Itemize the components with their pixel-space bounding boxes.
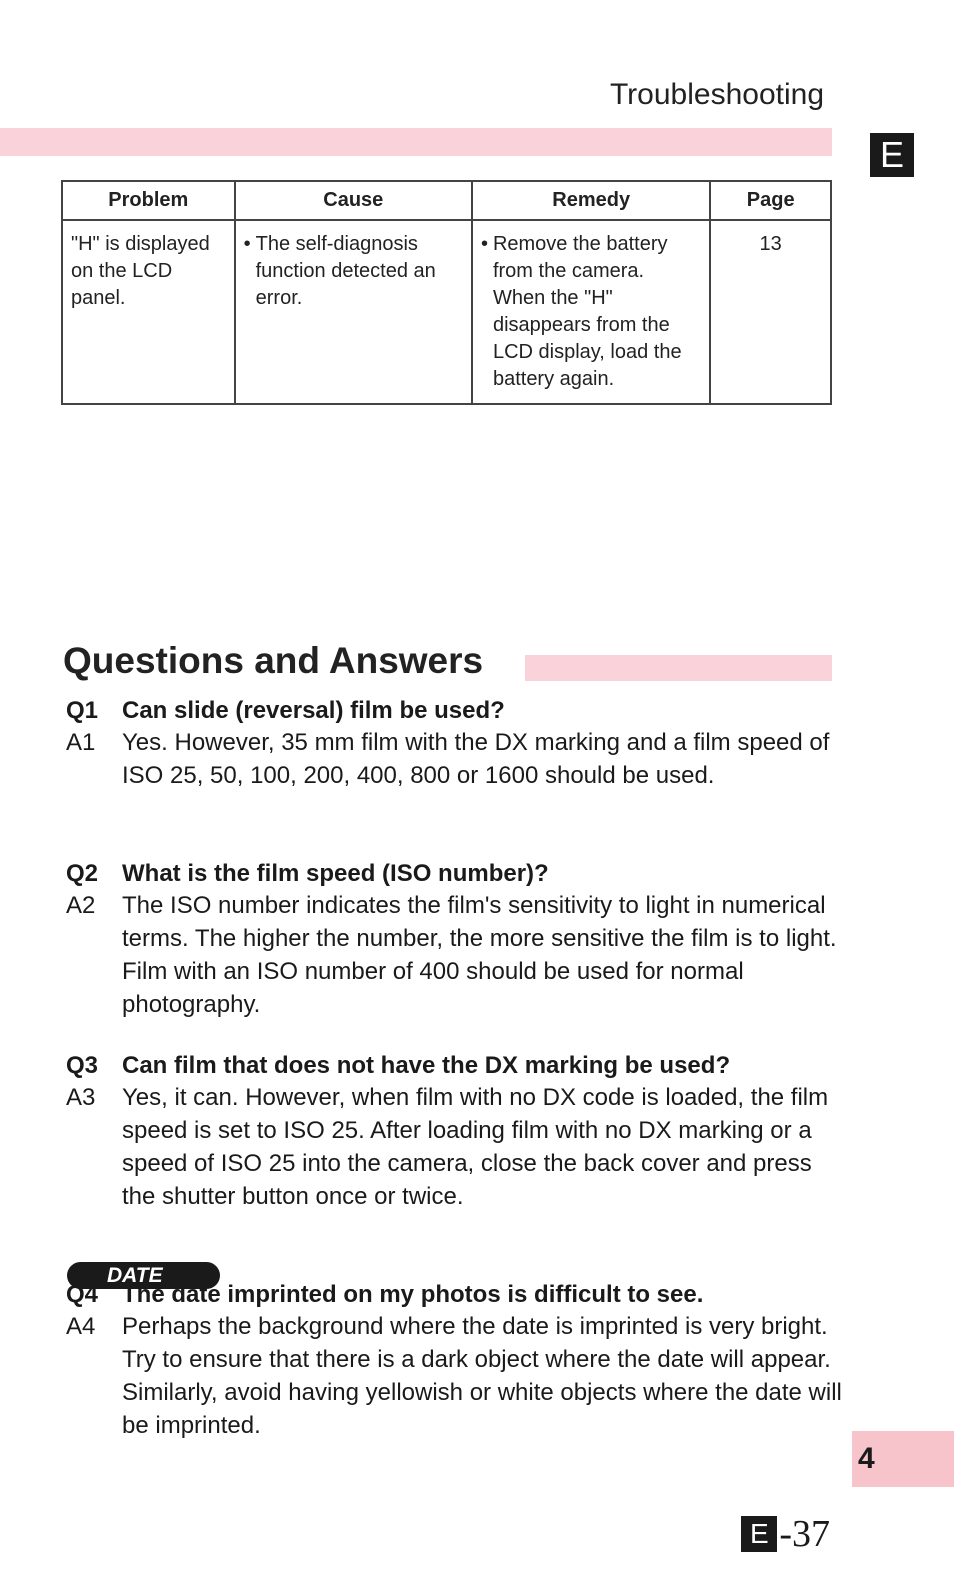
cause-cell bbox=[235, 220, 472, 404]
header-page: Page bbox=[710, 181, 831, 220]
question-1 bbox=[66, 697, 836, 725]
answer-number: A2 bbox=[66, 892, 96, 919]
table-row bbox=[62, 220, 831, 404]
qa-heading: Questions and Answers bbox=[63, 640, 484, 681]
answer-number: A4 bbox=[66, 1313, 96, 1340]
section-title: Troubleshooting bbox=[609, 78, 824, 111]
answer-text: Perhaps the background where the date is imprinted is very bright. Try to ensure that there is a dark object where the date will appear. Similarly, avoid having yellowish or white objects where the date will be imprinted. bbox=[122, 1313, 842, 1439]
page-number bbox=[741, 1512, 830, 1556]
question-number: Q1 bbox=[66, 697, 99, 724]
header-problem: Problem bbox=[62, 181, 235, 220]
remedy-text: Remove the battery from the camera. When the "H" disappears from the LCD display, load the battery again. bbox=[492, 233, 682, 390]
question-3 bbox=[66, 1052, 836, 1080]
language-tab: E bbox=[870, 133, 914, 177]
answer-text: Yes. However, 35 mm film with the DX marking and a film speed of ISO 25, 50, 100, 200, 400, 800 or 1600 should be used. bbox=[122, 729, 830, 789]
table-header-row bbox=[62, 181, 831, 220]
answer-3 bbox=[66, 1081, 846, 1213]
page-prefix: E bbox=[741, 1516, 777, 1552]
header-accent-band bbox=[0, 128, 832, 156]
question-number: Q3 bbox=[66, 1052, 99, 1079]
cause-text: The self-diagnosis function detected an error. bbox=[255, 233, 436, 309]
problem-cell: "H" is displayed on the LCD panel. bbox=[62, 220, 235, 404]
page-number-value: -37 bbox=[779, 1513, 830, 1555]
header-cause: Cause bbox=[235, 181, 472, 220]
answer-2 bbox=[66, 889, 846, 1021]
answer-text: Yes, it can. However, when film with no DX code is loaded, the film speed is set to ISO 25. After loading film with no DX marking or a speed of ISO 25 into the camera, close the back cover and press the shutter button once or twice. bbox=[122, 1084, 829, 1210]
question-text: What is the film speed (ISO number)? bbox=[122, 860, 549, 887]
answer-4 bbox=[66, 1310, 846, 1442]
question-4 bbox=[66, 1281, 836, 1309]
question-text: Can slide (reversal) film be used? bbox=[122, 697, 505, 724]
chapter-tab: 4 bbox=[852, 1431, 954, 1487]
answer-1 bbox=[66, 726, 846, 792]
remedy-cell bbox=[472, 220, 710, 404]
question-number: Q2 bbox=[66, 860, 99, 887]
question-text: Can film that does not have the DX marking be used? bbox=[122, 1052, 731, 1079]
date-badge: DATE bbox=[67, 1262, 220, 1289]
bullet-icon: • bbox=[243, 233, 251, 255]
page-cell: 13 bbox=[710, 220, 831, 404]
header-remedy: Remedy bbox=[472, 181, 710, 220]
question-text: The date imprinted on my photos is difficult to see. bbox=[122, 1281, 704, 1308]
question-number: Q4 bbox=[66, 1281, 99, 1308]
troubleshooting-table bbox=[61, 180, 832, 405]
answer-text: The ISO number indicates the film's sensitivity to light in numerical terms. The higher the number, the more sensitive the film is to light. Film with an ISO number of 400 should be used for normal photography. bbox=[122, 892, 837, 1018]
question-2 bbox=[66, 860, 836, 888]
bullet-icon: • bbox=[480, 233, 488, 255]
answer-number: A3 bbox=[66, 1084, 96, 1111]
answer-number: A1 bbox=[66, 729, 96, 756]
qa-accent-band bbox=[525, 655, 832, 681]
